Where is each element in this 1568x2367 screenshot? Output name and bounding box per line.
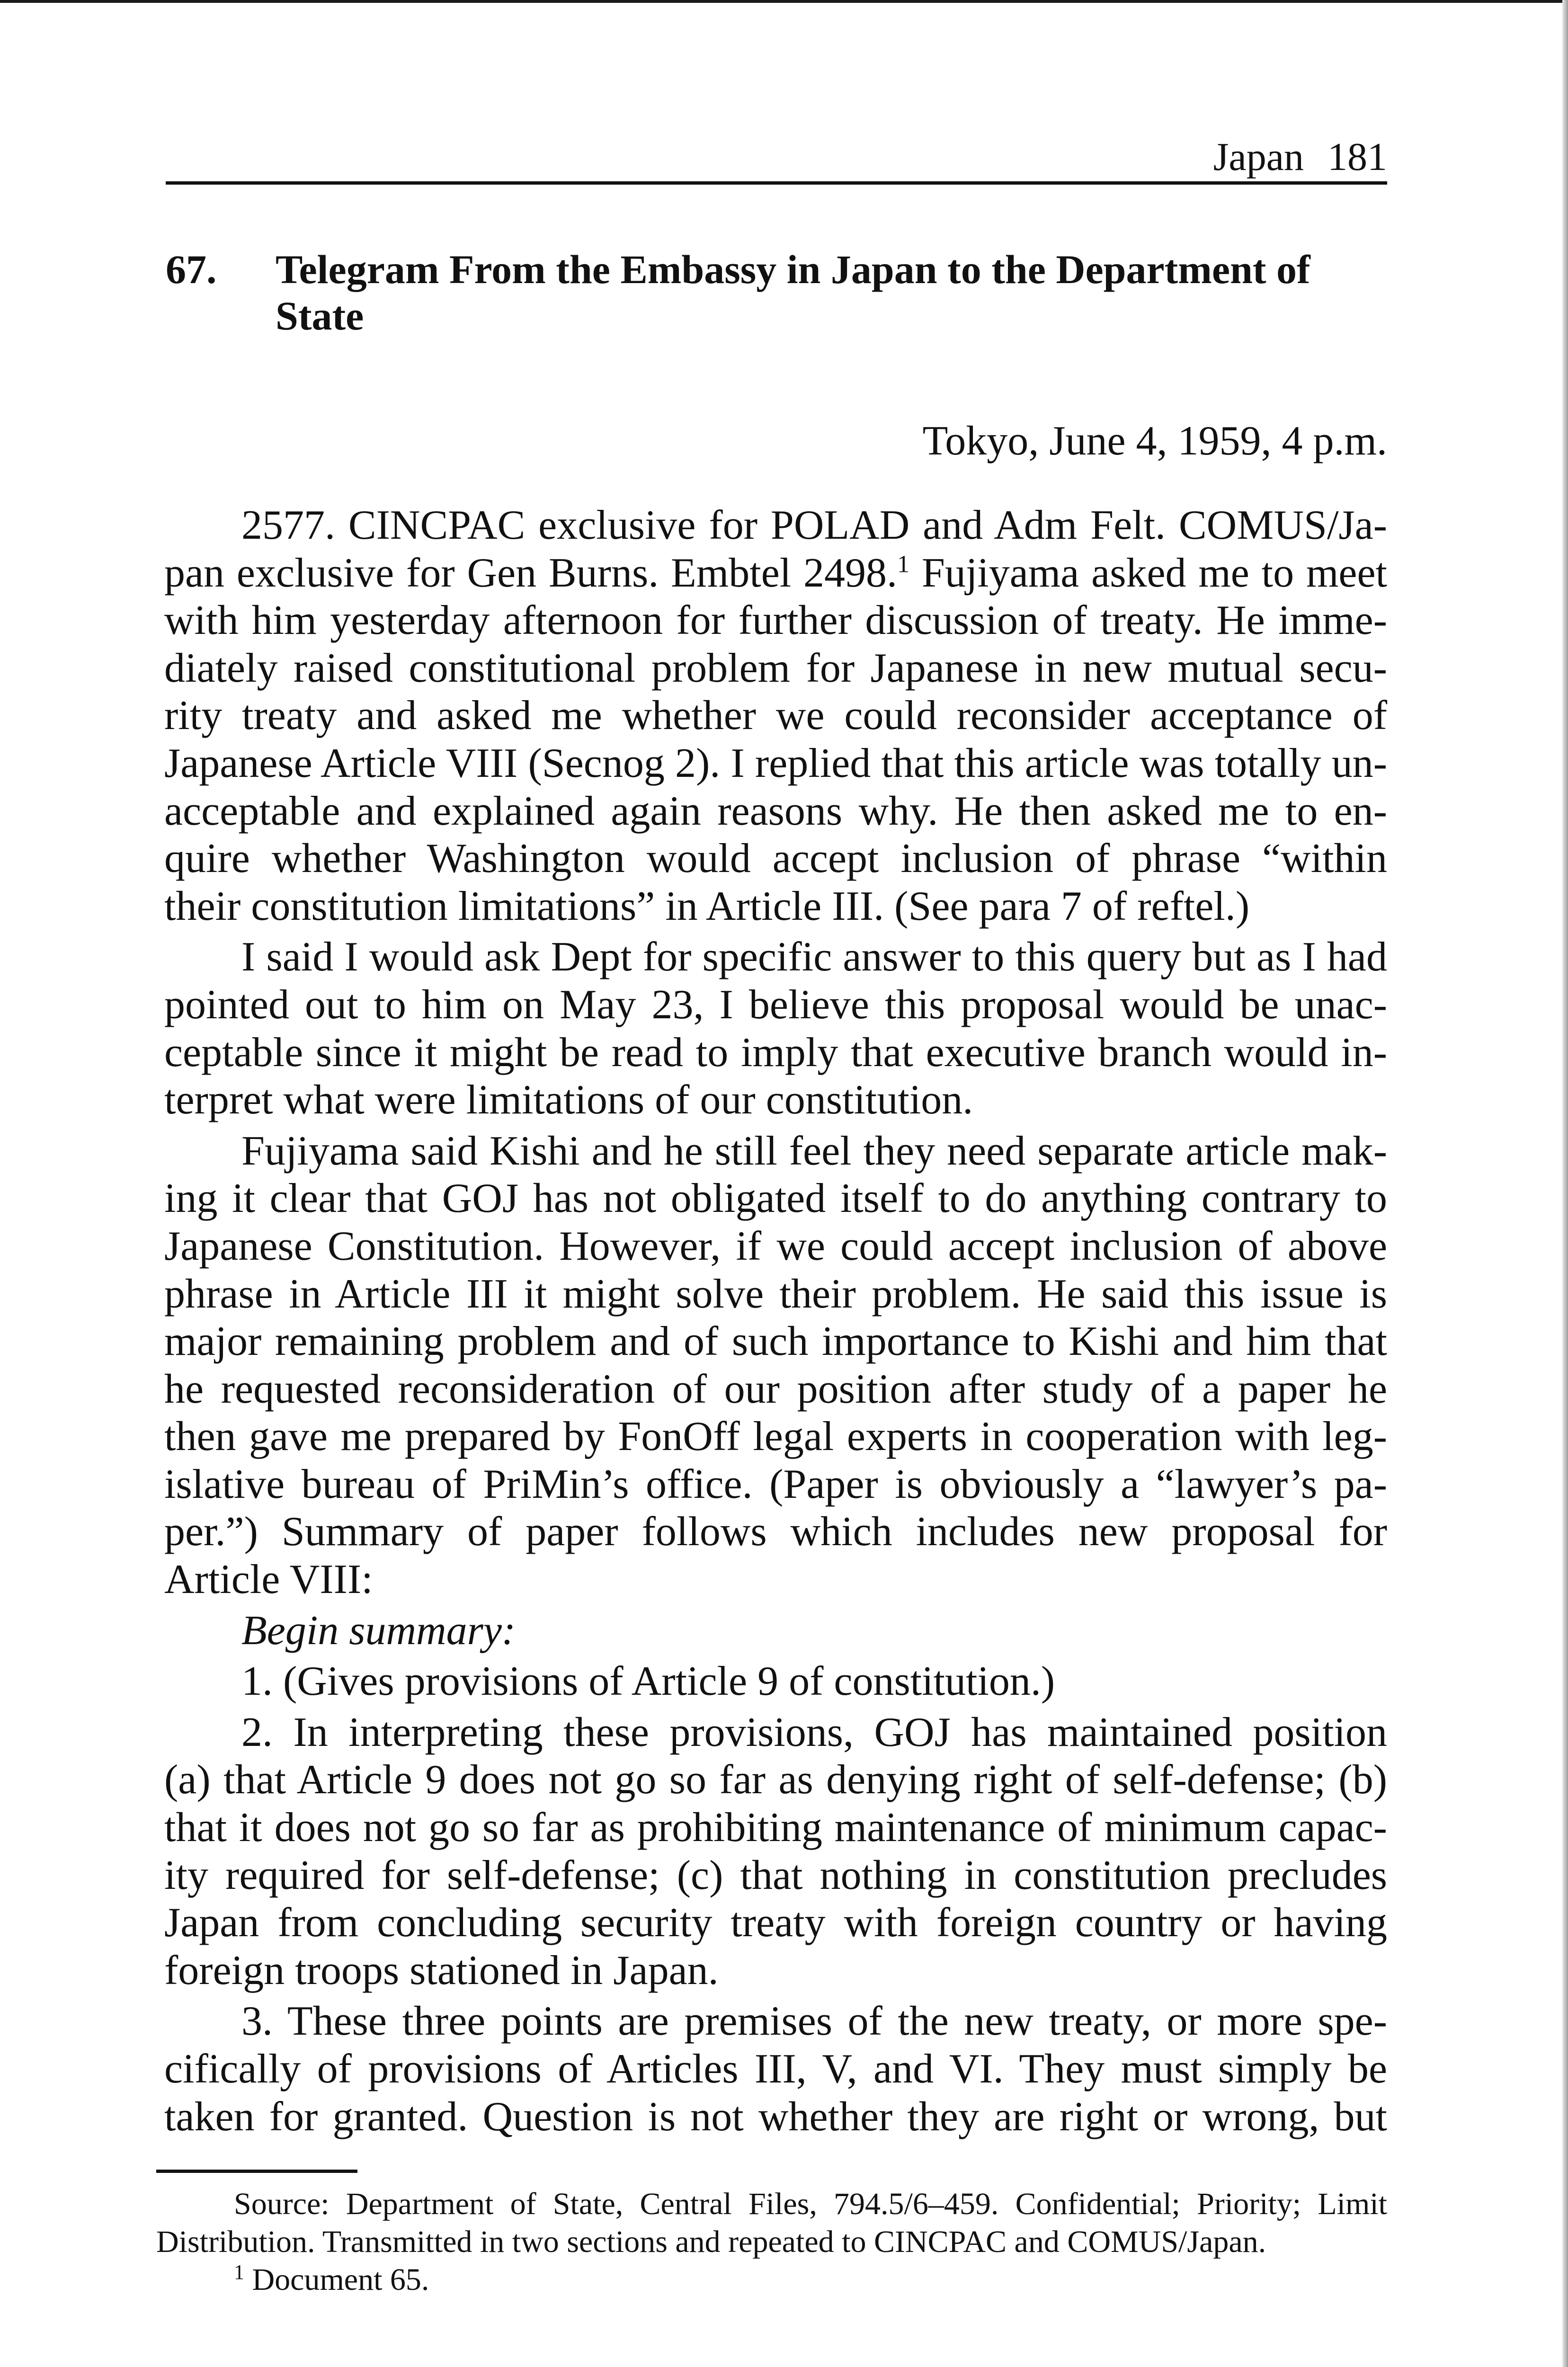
text-line: ing it clear that GOJ has not obligated itself to do anything contrary to [164, 1175, 1387, 1222]
page-top-edge [0, 0, 1568, 3]
text-line: islative bureau of PriMin’s office. (Paper is obviously a “lawyer’s pa- [164, 1461, 1387, 1507]
text-line: major remaining problem and of such importance to Kishi and him that [164, 1318, 1387, 1365]
running-header [166, 133, 1387, 185]
document-number: 67. [166, 247, 217, 292]
text-line: their constitution limitations” in Article III. (See para 7 of reftel.) [164, 883, 1250, 929]
text-line: phrase in Article III it might solve their problem. He said this issue is [164, 1271, 1387, 1317]
footnote-1-marker: 1 [234, 2260, 244, 2284]
paragraph-3 [164, 1128, 1387, 1604]
document-heading [166, 246, 1397, 339]
begin-summary: Begin summary: [241, 1607, 516, 1654]
text-line: acceptable and explained again reasons why. He then asked me to en- [164, 788, 1387, 834]
summary-point-3 [164, 1998, 1387, 2141]
text-line: that it does not go so far as prohibiting maintenance of minimum capac- [164, 1805, 1387, 1851]
paragraph-1 [164, 502, 1387, 930]
text-line [164, 550, 1387, 597]
text-line: with him yesterday afternoon for further discussion of treaty. He imme- [164, 597, 1387, 644]
text-line: then gave me prepared by FonOff legal experts in cooperation with leg- [164, 1414, 1387, 1460]
text-line: he requested reconsideration of our position after study of a paper he [164, 1366, 1387, 1412]
footnote-ref-1: 1 [897, 551, 910, 578]
telegram-body [164, 502, 1387, 2144]
text-line: 2577. CINCPAC exclusive for POLAD and Adm Felt. COMUS/Ja- [241, 502, 1387, 548]
text-line: pointed out to him on May 23, I believe this proposal would be unac- [164, 981, 1387, 1028]
summary-point-1: 1. (Gives provisions of Article 9 of constitution.) [241, 1658, 1055, 1705]
footnotes [156, 2185, 1387, 2299]
footnote-rule [156, 2170, 357, 2173]
text-line: Japanese Constitution. However, if we could accept inclusion of above [164, 1223, 1387, 1269]
footnote-1-text: Document 65. [252, 2262, 429, 2297]
text-line: ceptable since it might be read to imply that executive branch would in- [164, 1029, 1387, 1076]
text-line: taken for granted. Question is not whether they are right or wrong, but [164, 2093, 1387, 2140]
text-line: Fujiyama said Kishi and he still feel they need separate article mak- [241, 1128, 1387, 1174]
text-line: Japanese Article VIII (Secnog 2). I replied that this article was totally un- [164, 740, 1387, 786]
text-line: 3. These three points are premises of the new treaty, or more spe- [241, 1998, 1387, 2045]
summary-point-2 [164, 1709, 1387, 1995]
running-head [1213, 137, 1387, 177]
text-line: quire whether Washington would accept inclusion of phrase “within [164, 836, 1387, 882]
text-line: 2. In interpreting these provisions, GOJ has maintained position [241, 1709, 1387, 1755]
text-line: diately raised constitutional problem for Japanese in new mutual secu- [164, 645, 1387, 691]
footnote-1 [234, 2261, 1387, 2299]
running-head-section: Japan [1213, 135, 1304, 179]
text-segment: pan exclusive for Gen Burns. Embtel 2498. [164, 550, 898, 596]
source-note: Source: Department of State, Central Files, 794.5/6–459. Confidential; Priority; Limit Distribution. Transmitted in two sections and repeated to CINCPAC and COMUS/Japan. [156, 2187, 1387, 2259]
text-line: rity treaty and asked me whether we could reconsider acceptance of [164, 693, 1387, 739]
dateline: Tokyo, June 4, 1959, 4 p.m. [922, 418, 1387, 464]
text-line: (a) that Article 9 does not go so far as denying right of self-defense; (b) [164, 1757, 1387, 1803]
text-line: I said I would ask Dept for specific answer to this query but as I had [241, 934, 1387, 980]
text-line: ity required for self-defense; (c) that nothing in constitution precludes [164, 1852, 1387, 1898]
document-title-line-2: State [276, 293, 364, 338]
text-line: Article VIII: [164, 1557, 373, 1603]
scan-binding-edge [1562, 0, 1568, 2367]
text-line: terpret what were limitations of our constitution. [164, 1077, 973, 1123]
text-segment: Fujiyama asked me to meet [921, 550, 1387, 596]
text-line: Japan from concluding security treaty with foreign country or having [164, 1900, 1387, 1946]
document-title-line-1: Telegram From the Embassy in Japan to the Department of [276, 247, 1310, 292]
page-number: 181 [1327, 135, 1387, 179]
header-rule [166, 181, 1387, 185]
text-line: per.”) Summary of paper follows which includes new proposal for [164, 1509, 1387, 1555]
paragraph-2 [164, 934, 1387, 1124]
text-line: cifically of provisions of Articles III, V, and VI. They must simply be [164, 2046, 1387, 2092]
text-line: foreign troops stationed in Japan. [164, 1947, 719, 1993]
